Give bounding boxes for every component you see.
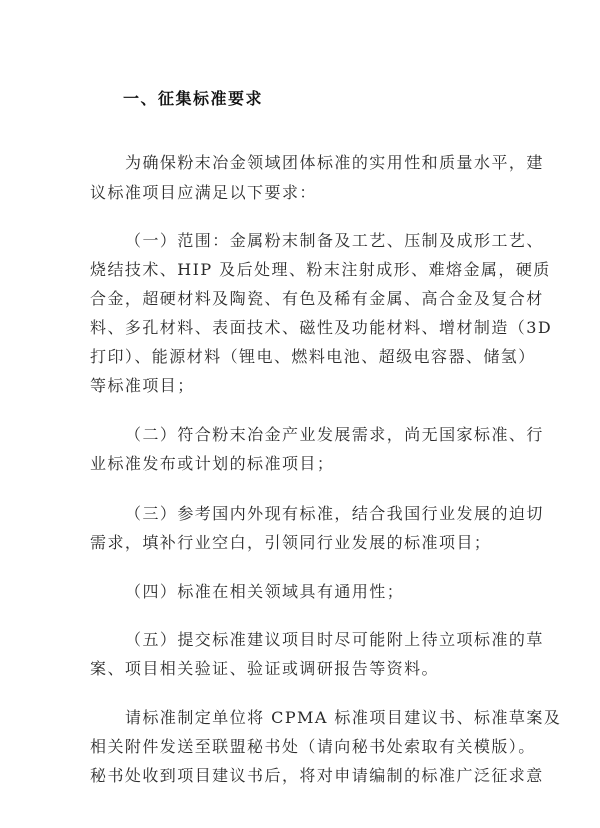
text-line: 打印）、能源材料（锂电、燃料电池、超级电容器、储氢） — [90, 347, 536, 366]
text-line: （三）参考国内外现有标准，结合我国行业发展的迫切 — [125, 504, 544, 523]
text-line: （二）符合粉末冶金产业发展需求，尚无国家标准、行 — [125, 425, 544, 444]
text-line: 议标准项目应满足以下要求： — [90, 183, 317, 202]
text-line: 请标准制定单位将 CPMA 标准项目建议书、标准草案及 — [125, 708, 562, 727]
text-line: 需求，填补行业空白，引领同行业发展的标准项目； — [90, 533, 492, 552]
text-line: （一）范围：金属粉末制备及工艺、压制及成形工艺、 — [125, 231, 544, 250]
text-line: 业标准发布或计划的标准项目； — [90, 454, 335, 473]
text-line: 案、项目相关验证、验证或调研报告等资料。 — [90, 659, 440, 678]
text-line: 料、多孔材料、表面技术、磁性及功能材料、增材制造（3D — [90, 318, 553, 337]
section-title: 一、征集标准要求 — [123, 89, 264, 108]
text-line: 相关附件发送至联盟秘书处（请向秘书处索取有关模版）。 — [90, 737, 536, 756]
text-line: 为确保粉末冶金领域团体标准的实用性和质量水平，建 — [125, 153, 544, 172]
text-line: （四）标准在相关领域具有通用性； — [125, 582, 405, 601]
text-line: （五）提交标准建议项目时尽可能附上待立项标准的草 — [125, 630, 544, 649]
text-line: 烧结技术、HIP 及后处理、粉末注射成形、难熔金属，硬质 — [90, 260, 551, 279]
text-line: 合金，超硬材料及陶瓷、有色及稀有金属、高合金及复合材 — [90, 289, 544, 308]
text-line: 等标准项目； — [90, 376, 195, 395]
text-line: 秘书处收到项目建议书后，将对申请编制的标准广泛征求意 — [90, 766, 544, 785]
